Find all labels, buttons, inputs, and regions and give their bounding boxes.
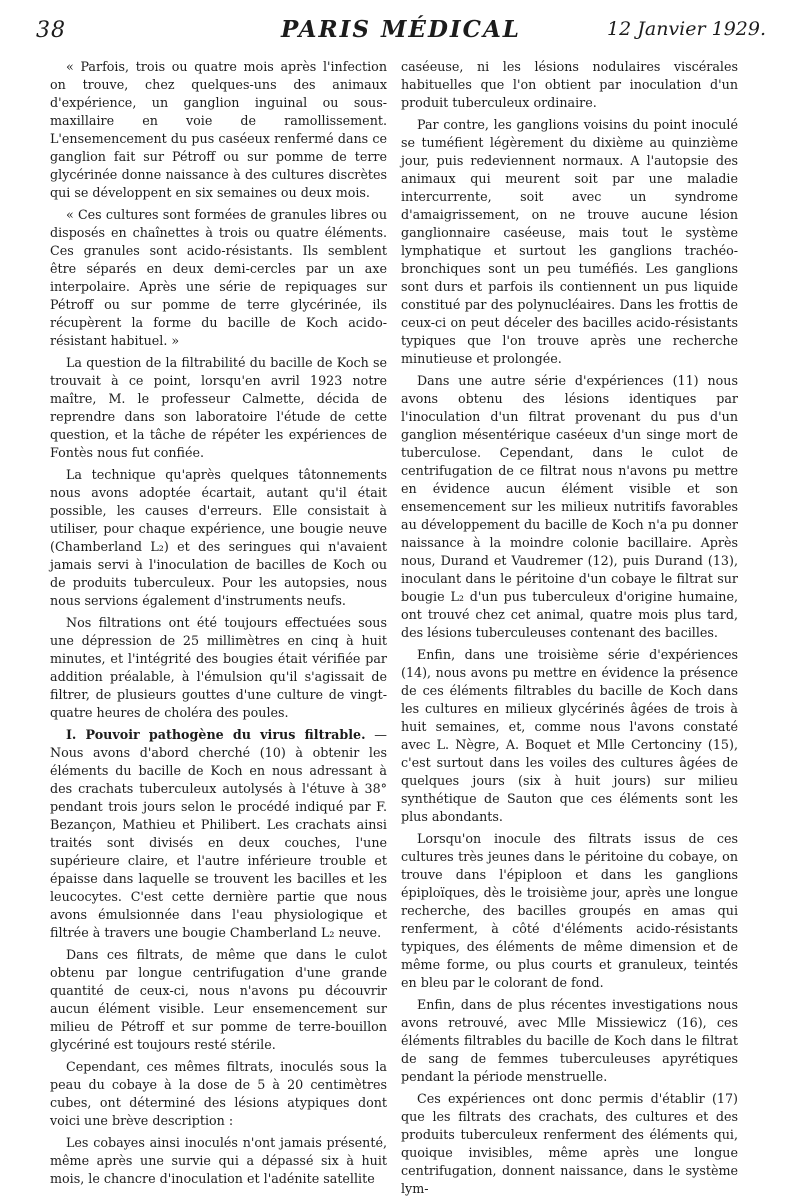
paragraph-text: Lorsqu'on inocule des filtrats issus de ces cultures très jeunes dans le péritoine du cobaye, on trouve dans l'épiploon et dans les ganglions épiploïques, dès le troisième jour, après une longue recherche, des bacilles groupés en amas qui renferment, à côté d'éléments acido-résistants typiques, des éléments de même dimension et de même forme, ou plus courts et granuleux, teintés en bleu par le colorant de fond. [401, 831, 738, 990]
paragraph-text: Dans une autre série d'expériences (11) nous avons obtenu des lésions identiques par l'inoculation d'un filtrat provenant du pus d'un ganglion mésentérique caséeux d'un singe mort de tuberculose. Cependant, dans le culot de centrifugation de ce filtrat nous n'avons pu mettre en évidence aucun élément visible et son ensemencement sur les milieux nutritifs favorables au développement du bacille de Koch n'a pu donner naissance à la moindre colonie bacillaire. Après nous, Durand et Vaudremer (12), puis Durand (13), inoculant dans le péritoine d'un cobaye le filtrat sur bougie L₂ d'un pus tuberculeux d'origine humaine, ont trouvé chez cet animal, quatre mois plus tard, des lésions tuberculeuses contenant des bacilles. [401, 373, 738, 640]
paragraph-text: « Parfois, trois ou quatre mois après l'infection on trouve, chez quelques-uns des animaux d'expérience, un ganglion inguinal ou sous-maxillaire en voie de ramollissement. L'ensemencement du pus caséeux renfermé dans ce ganglion fait sur Pétroff ou sur pomme de terre glycérinée donne naissance à des cultures discrètes qui se développent en six semaines ou deux mois. [50, 59, 387, 200]
paragraph-text: La technique qu'après quelques tâtonnements nous avons adoptée écartait, autant qu'il était possible, les causes d'erreurs. Elle consistait à utiliser, pour chaque expérience, une bougie neuve (Chamberland L₂) et des seringues qui n'avaient jamais servi à l'inoculation de bacilles de Koch ou de produits tuberculeux. Pour les autopsies, nous nous servions également d'instruments neufs. [50, 467, 387, 608]
paragraph-text: caséeuse, ni les lésions nodulaires viscérales habituelles que l'on obtient par inoculation d'un produit tuberculeux ordinaire. [401, 59, 738, 110]
paragraph [401, 646, 738, 826]
issue-date: 12 Janvier 1929. [607, 18, 766, 40]
paragraph-text: « Ces cultures sont formées de granules libres ou disposés en chaînettes à trois ou quatre éléments. Ces granules sont acido-résistants. Ils semblent être séparés en deux demi-cercles par un axe interpolaire. Après une série de repiquages sur Pétroff ou sur pomme de terre glycérinée, ils récupèrent la forme du bacille de Koch acido-résistant habituel. » [50, 207, 387, 348]
paragraph [401, 830, 738, 992]
paragraph [401, 372, 738, 642]
paragraph-text: Dans ces filtrats, de même que dans le culot obtenu par longue centrifugation d'une grande quantité de ceux-ci, nous n'avons pu découvrir aucun élément visible. Leur ensemencement sur milieu de Pétroff et sur pomme de terre-bouillon glycériné est toujours resté stérile. [50, 947, 387, 1052]
paragraph [50, 726, 387, 942]
paragraph-text: — Nous avons d'abord cherché (10) à obtenir les éléments du bacille de Koch en nous adressant à des crachats tuberculeux autolysés à l'étuve à 38° pendant trois jours selon le procédé indiqué par F. Bezançon, Mathieu et Philibert. Les crachats ainsi traités sont divisés en deux couches, l'une supérieure claire, et l'autre inférieure trouble et épaisse dans laquelle se trouvent les bacilles et les leucocytes. C'est cette dernière partie que nous avons émulsionnée dans l'eau physiologique et filtrée à travers une bougie Chamberland L₂ neuve. [50, 727, 387, 940]
paragraph-text: Nos filtrations ont été toujours effectuées sous une dépression de 25 millimètres en cinq à huit minutes, et l'intégrité des bougies était vérifiée par addition préalable, à l'émulsion qu'il s'agissait de filtrer, de plusieurs gouttes d'une culture de vingt-quatre heures de choléra des poules. [50, 615, 387, 720]
paragraph [50, 58, 387, 202]
paragraph [401, 116, 738, 368]
paragraph-text: Ces expériences ont donc permis d'établir (17) que les filtrats des crachats, des cultures et des produits tuberculeux renferment des éléments qui, quoique invisibles, même après une longue centrifugation, donnent naissance, dans le système lym- [401, 1091, 738, 1196]
paragraph [401, 1090, 738, 1198]
right-column [401, 58, 738, 1202]
paragraph [401, 996, 738, 1086]
paragraph [50, 1058, 387, 1130]
paragraph [50, 354, 387, 462]
paragraph-text: Cependant, ces mêmes filtrats, inoculés sous la peau du cobaye à la dose de 5 à 20 centimètres cubes, ont déterminé des lésions atypiques dont voici une brève description : [50, 1059, 387, 1128]
paragraph [50, 946, 387, 1054]
page-number: 38 [36, 18, 66, 43]
section-heading: I. Pouvoir pathogène du virus filtrable. [66, 727, 366, 742]
paragraph-text: Enfin, dans de plus récentes investigations nous avons retrouvé, avec Mlle Missiewicz (16), ces éléments filtrables du bacille de Koch dans le filtrat de sang de femmes tuberculeuses apyrétiques pendant la période menstruelle. [401, 997, 738, 1084]
paragraph-text: Enfin, dans une troisième série d'expériences (14), nous avons pu mettre en évidence la présence de ces éléments filtrables du bacille de Koch dans les cultures en milieux glycérinés âgées de trois à huit semaines, et, comme nous l'avons constaté avec L. Nègre, A. Boquet et Mlle Certonciny (15), c'est surtout dans les voiles des cultures âgées de quelques jours (six à huit jours) sur milieu synthétique de Sauton que ces éléments sont les plus abondants. [401, 647, 738, 824]
paragraph-text: Les cobayes ainsi inoculés n'ont jamais présenté, même après une survie qui a dépassé six à huit mois, le chancre d'inoculation et l'adénite satellite [50, 1135, 387, 1186]
paragraph [401, 58, 738, 112]
paragraph-text: Par contre, les ganglions voisins du point inoculé se tuméfient légèrement du dixième au quinzième jour, puis redeviennent normaux. A l'autopsie des animaux qui meurent soit par une maladie intercurrente, soit avec un syndrome d'amaigrissement, on ne trouve aucune lésion ganglionnaire caséeuse, mais tout le système lymphatique et surtout les ganglions trachéo-bronchiques sont un peu tuméfiés. Les ganglions sont durs et parfois ils contiennent un pus liquide constitué par des polynucléaires. Dans les frottis de ceux-ci on peut déceler des bacilles acido-résistants typiques que l'on trouve après une recherche minutieuse et prolongée. [401, 117, 738, 366]
paragraph-text: La question de la filtrabilité du bacille de Koch se trouvait à ce point, lorsqu'en avril 1923 notre maître, M. le professeur Calmette, décida de reprendre dans son laboratoire l'étude de cette question, et la tâche de répéter les expériences de Fontès nous fut confiée. [50, 355, 387, 460]
journal-title: PARIS MÉDICAL [281, 16, 521, 43]
paragraph [50, 466, 387, 610]
page-header [36, 10, 766, 52]
paragraph [50, 614, 387, 722]
paragraph [50, 206, 387, 350]
paragraph [50, 1134, 387, 1188]
left-column [50, 58, 387, 1192]
